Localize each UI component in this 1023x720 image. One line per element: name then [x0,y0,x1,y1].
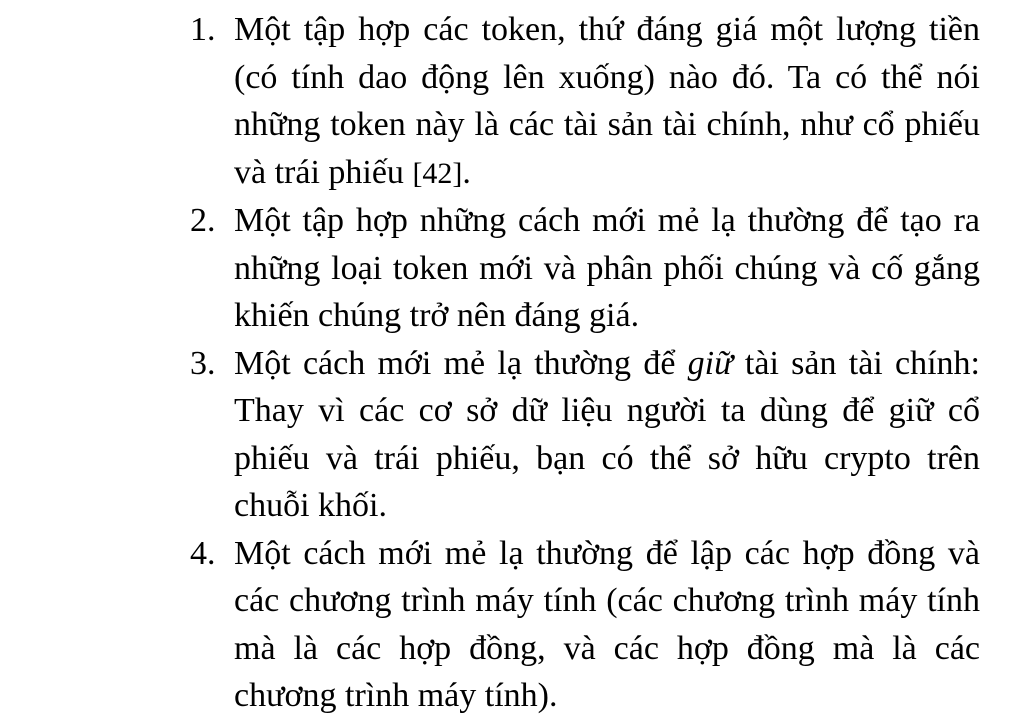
list-item-text: Một cách mới mẻ lạ thường để lập các hợp đồng và các chương trình máy tính (các chương trình máy tính mà là các hợp đồng, và các hợp đồng mà là các chương trình máy tính). [234,534,980,714]
list-number: 3. [190,344,216,382]
numbered-list [190,6,980,720]
sentence-end: . [462,153,471,191]
list-number: 1. [190,11,216,48]
list-item-text: Một tập hợp các token, thứ đáng giá một lượng tiền (có tính dao động lên xuống) nào đó. Ta có thể nói những token này là các tài sản tài chính, như cổ phiếu và trái phiếu [234,11,980,191]
list-item-text: Một cách mới mẻ lạ thường để [234,344,688,382]
list-number: 2. [190,202,216,239]
list-item-2 [190,197,980,340]
list-item-text-continued: tài sản tài chính: Thay vì các cơ sở dữ liệu người ta dùng để giữ cổ phiếu và trái phiếu, bạn có thể sở hữu crypto trên chuỗi khối. [234,344,980,524]
list-item-text: Một tập hợp những cách mới mẻ lạ thường để tạo ra những loại token mới và phân phối chúng và cố gắng khiến chúng trở nên đáng giá. [234,202,980,334]
list-number: 4. [190,534,216,572]
emphasized-word: giữ [687,344,733,382]
list-item-4 [190,530,980,720]
list-item-3 [190,340,980,530]
citation-reference[interactable]: [42] [412,156,463,190]
list-item-1 [190,6,980,197]
